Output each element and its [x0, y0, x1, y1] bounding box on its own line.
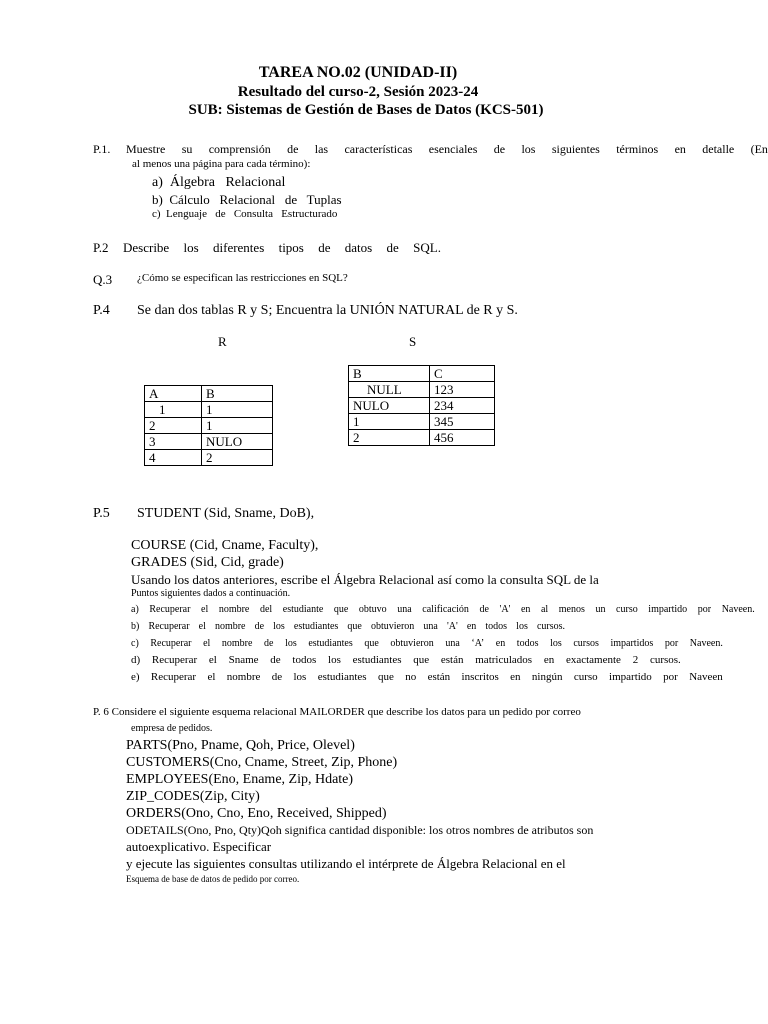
- p5-student-schema: STUDENT (Sid, Sname, DoB),: [137, 506, 315, 521]
- table-r-name: R: [218, 334, 227, 349]
- word: los: [521, 142, 536, 156]
- table-cell: 1: [202, 418, 273, 434]
- word: estudiantes: [308, 638, 353, 649]
- word: d): [131, 654, 141, 666]
- word: de: [287, 142, 299, 156]
- p6-schema-note: Esquema de base de datos de pedido por correo.: [126, 874, 300, 884]
- word: nombre: [221, 638, 253, 649]
- word: el: [207, 671, 216, 683]
- table-cell: 4: [145, 450, 202, 466]
- word: los: [285, 638, 297, 649]
- word: nombre: [214, 621, 246, 632]
- word: los: [273, 621, 285, 632]
- document-subtitle: Resultado del curso-2, Sesión 2023-24: [237, 84, 479, 100]
- word: obtuvo: [358, 604, 387, 615]
- word: Recuperar: [151, 654, 198, 666]
- word: calificación: [422, 604, 469, 615]
- table-cell: 3: [145, 434, 202, 450]
- p5-course-schema: COURSE (Cid, Cname, Faculty),: [131, 538, 319, 553]
- p1-item-c: c) Lenguaje de Consulta Estructurado: [152, 208, 338, 220]
- word: en: [495, 638, 506, 649]
- word: en: [466, 621, 477, 632]
- word: inscritos: [461, 671, 499, 683]
- word: las: [314, 142, 329, 156]
- word: e): [131, 671, 140, 683]
- word: siguientes: [551, 142, 600, 156]
- question-label-p5: P.5: [93, 506, 110, 521]
- question-p2-text: [123, 240, 441, 256]
- word: están: [427, 671, 451, 683]
- word: impartidos: [610, 638, 654, 649]
- word: el: [198, 621, 206, 632]
- word: estudiantes: [317, 671, 367, 683]
- p5-item-a: [131, 604, 755, 615]
- document-title: TAREA NO.02 (UNIDAD-II): [258, 64, 458, 81]
- word: que: [377, 671, 394, 683]
- word: obtuvieron: [370, 621, 415, 632]
- word: términos: [616, 142, 659, 156]
- question-label-p1: P.1.: [93, 142, 111, 156]
- table-row: [145, 450, 273, 466]
- word: estudiantes: [352, 654, 402, 666]
- relation-table-r: [144, 385, 273, 466]
- word: b): [131, 621, 140, 632]
- table-row: [145, 418, 273, 434]
- word: estudiantes: [293, 621, 339, 632]
- p1-item-b: b) Cálculo Relacional de Tuplas: [152, 192, 342, 207]
- word: Naveen.: [689, 638, 723, 649]
- word: SQL.: [413, 240, 441, 255]
- schema-customers: CUSTOMERS(Cno, Cname, Street, Zip, Phone): [126, 755, 398, 770]
- p6-execute-queries: y ejecute las siguientes consultas utilizando el intérprete de Álgebra Relacional en el: [126, 856, 566, 871]
- table-cell: B: [349, 366, 430, 382]
- word: un: [595, 604, 606, 615]
- table-cell: NULO: [349, 398, 430, 414]
- word: Naveen: [689, 671, 723, 683]
- table-row: [145, 434, 273, 450]
- word: Describe: [123, 240, 170, 255]
- word: cursos: [573, 638, 599, 649]
- subject-line: SUB: Sistemas de Gestión de Bases de Datos (KCS-501): [188, 102, 544, 118]
- word: detalle: [702, 142, 735, 156]
- word: una: [445, 638, 460, 649]
- word: los: [293, 671, 307, 683]
- word: de: [270, 654, 281, 666]
- question-p1-line2: al menos una página para cada término):: [132, 158, 311, 170]
- word: están: [440, 654, 464, 666]
- word: en: [520, 604, 531, 615]
- table-cell: 123: [430, 382, 495, 398]
- word: Muestre: [126, 142, 166, 156]
- p5-item-e: [131, 671, 723, 683]
- table-cell: 345: [430, 414, 495, 430]
- word: datos: [344, 240, 373, 255]
- schema-odetails: ODETAILS(Ono, Pno, Qty)Qoh significa cantidad disponible: los otros nombres de atributos son: [126, 823, 594, 837]
- schema-zip-codes: ZIP_CODES(Zip, City): [126, 789, 260, 804]
- word: Naveen.: [721, 604, 755, 615]
- word: que: [413, 654, 430, 666]
- word: por: [664, 638, 679, 649]
- schema-employees: EMPLOYEES(Eno, Ename, Zip, Hdate): [126, 772, 354, 787]
- word: una: [397, 604, 412, 615]
- word: todos: [485, 621, 508, 632]
- table-row: [145, 386, 273, 402]
- word: por: [663, 671, 678, 683]
- word: todos: [516, 638, 539, 649]
- p5-item-c: [131, 638, 723, 649]
- word: los: [550, 638, 562, 649]
- word: nombre: [226, 671, 261, 683]
- word: 'A': [499, 604, 511, 615]
- word: características: [344, 142, 413, 156]
- word: de: [254, 621, 265, 632]
- word: cursos.: [536, 621, 565, 632]
- word: que: [364, 638, 379, 649]
- word: de: [493, 142, 506, 156]
- p5-grades-schema: GRADES (Sid, Cid, grade): [131, 555, 284, 570]
- table-cell: 2: [145, 418, 202, 434]
- table-cell: 1: [145, 402, 202, 418]
- word: esenciales: [428, 142, 478, 156]
- word: los: [183, 240, 199, 255]
- word: estudiante: [282, 604, 324, 615]
- question-label-p2: P.2: [93, 240, 109, 255]
- word: de: [386, 240, 399, 255]
- question-p4-text: Se dan dos tablas R y S; Encuentra la UNIÓN NATURAL de R y S.: [137, 303, 518, 318]
- table-cell: B: [202, 386, 273, 402]
- word: tipos: [278, 240, 304, 255]
- table-row: [349, 366, 495, 382]
- table-row: [349, 430, 495, 446]
- word: su: [181, 142, 193, 156]
- table-cell: NULO: [202, 434, 273, 450]
- question-label-q3: Q.3: [93, 272, 113, 287]
- table-cell: C: [430, 366, 495, 382]
- word: matriculados: [475, 654, 533, 666]
- word: 'A': [446, 621, 458, 632]
- word: menos: [558, 604, 585, 615]
- word: el: [201, 604, 209, 615]
- word: impartido: [648, 604, 688, 615]
- table-cell: 2: [349, 430, 430, 446]
- word: del: [259, 604, 273, 615]
- word: Recuperar: [150, 671, 197, 683]
- table-cell: 2: [202, 450, 273, 466]
- schema-parts: PARTS(Pno, Pname, Qoh, Price, Olevel): [126, 738, 355, 753]
- word: 2: [632, 654, 639, 666]
- word: en: [510, 671, 521, 683]
- table-cell: 456: [430, 430, 495, 446]
- p5-item-b: [131, 621, 565, 632]
- word: de: [264, 638, 274, 649]
- word: en: [674, 142, 686, 156]
- word: curso: [616, 604, 638, 615]
- p1-item-a: a) Álgebra Relacional: [152, 175, 286, 190]
- word: los: [516, 621, 528, 632]
- word: los: [328, 654, 341, 666]
- schema-orders: ORDERS(Ono, Cno, Eno, Received, Shipped): [126, 806, 387, 821]
- word: de: [318, 240, 331, 255]
- word: ‘A’: [471, 638, 485, 649]
- word: el: [208, 654, 217, 666]
- word: obtuvieron: [390, 638, 434, 649]
- word: curso: [573, 671, 598, 683]
- table-cell: 1: [349, 414, 430, 430]
- question-label-p4: P.4: [93, 303, 110, 318]
- p5-instructions: Usando los datos anteriores, escribe el Álgebra Relacional así como la consulta SQL de la: [131, 572, 599, 587]
- p6-self-explanatory: autoexplicativo. Especificar: [126, 839, 272, 854]
- question-p6-intro: P. 6 Considere el siguiente esquema relacional MAILORDER que describe los datos para un pedido por correo: [93, 706, 581, 718]
- p5-item-d: [131, 654, 681, 666]
- word: por: [697, 604, 712, 615]
- word: Sname: [228, 654, 259, 666]
- word: Recuperar: [148, 621, 190, 632]
- word: que: [347, 621, 362, 632]
- word: una: [423, 621, 438, 632]
- question-p1-line1: [126, 142, 768, 157]
- word: exactamente: [565, 654, 621, 666]
- question-p6-intro-cont: empresa de pedidos.: [131, 723, 213, 734]
- word: diferentes: [213, 240, 265, 255]
- table-row: [145, 402, 273, 418]
- word: de: [271, 671, 283, 683]
- table-row: [349, 414, 495, 430]
- word: ningún: [531, 671, 563, 683]
- question-q3-text: ¿Cómo se especifican las restricciones en SQL?: [137, 272, 348, 284]
- word: Recuperar: [149, 604, 191, 615]
- p5-instructions-cont: Puntos siguientes dados a continuación.: [131, 588, 291, 599]
- word: (En: [750, 142, 768, 156]
- table-cell: A: [145, 386, 202, 402]
- table-row: [349, 398, 495, 414]
- word: en: [543, 654, 555, 666]
- word: cursos.: [649, 654, 681, 666]
- word: al: [540, 604, 549, 615]
- table-cell: 234: [430, 398, 495, 414]
- word: el: [203, 638, 211, 649]
- table-cell: NULL: [349, 382, 430, 398]
- table-s-name: S: [409, 334, 417, 349]
- table-cell: 1: [202, 402, 273, 418]
- word: no: [405, 671, 417, 683]
- word: nombre: [218, 604, 250, 615]
- word: que: [333, 604, 349, 615]
- table-row: [349, 382, 495, 398]
- relation-table-s: [348, 365, 495, 446]
- word: comprensión: [208, 142, 271, 156]
- word: c): [131, 638, 139, 649]
- word: a): [131, 604, 139, 615]
- word: impartido: [609, 671, 652, 683]
- word: de: [479, 604, 489, 615]
- word: todos: [292, 654, 317, 666]
- word: Recuperar: [150, 638, 192, 649]
